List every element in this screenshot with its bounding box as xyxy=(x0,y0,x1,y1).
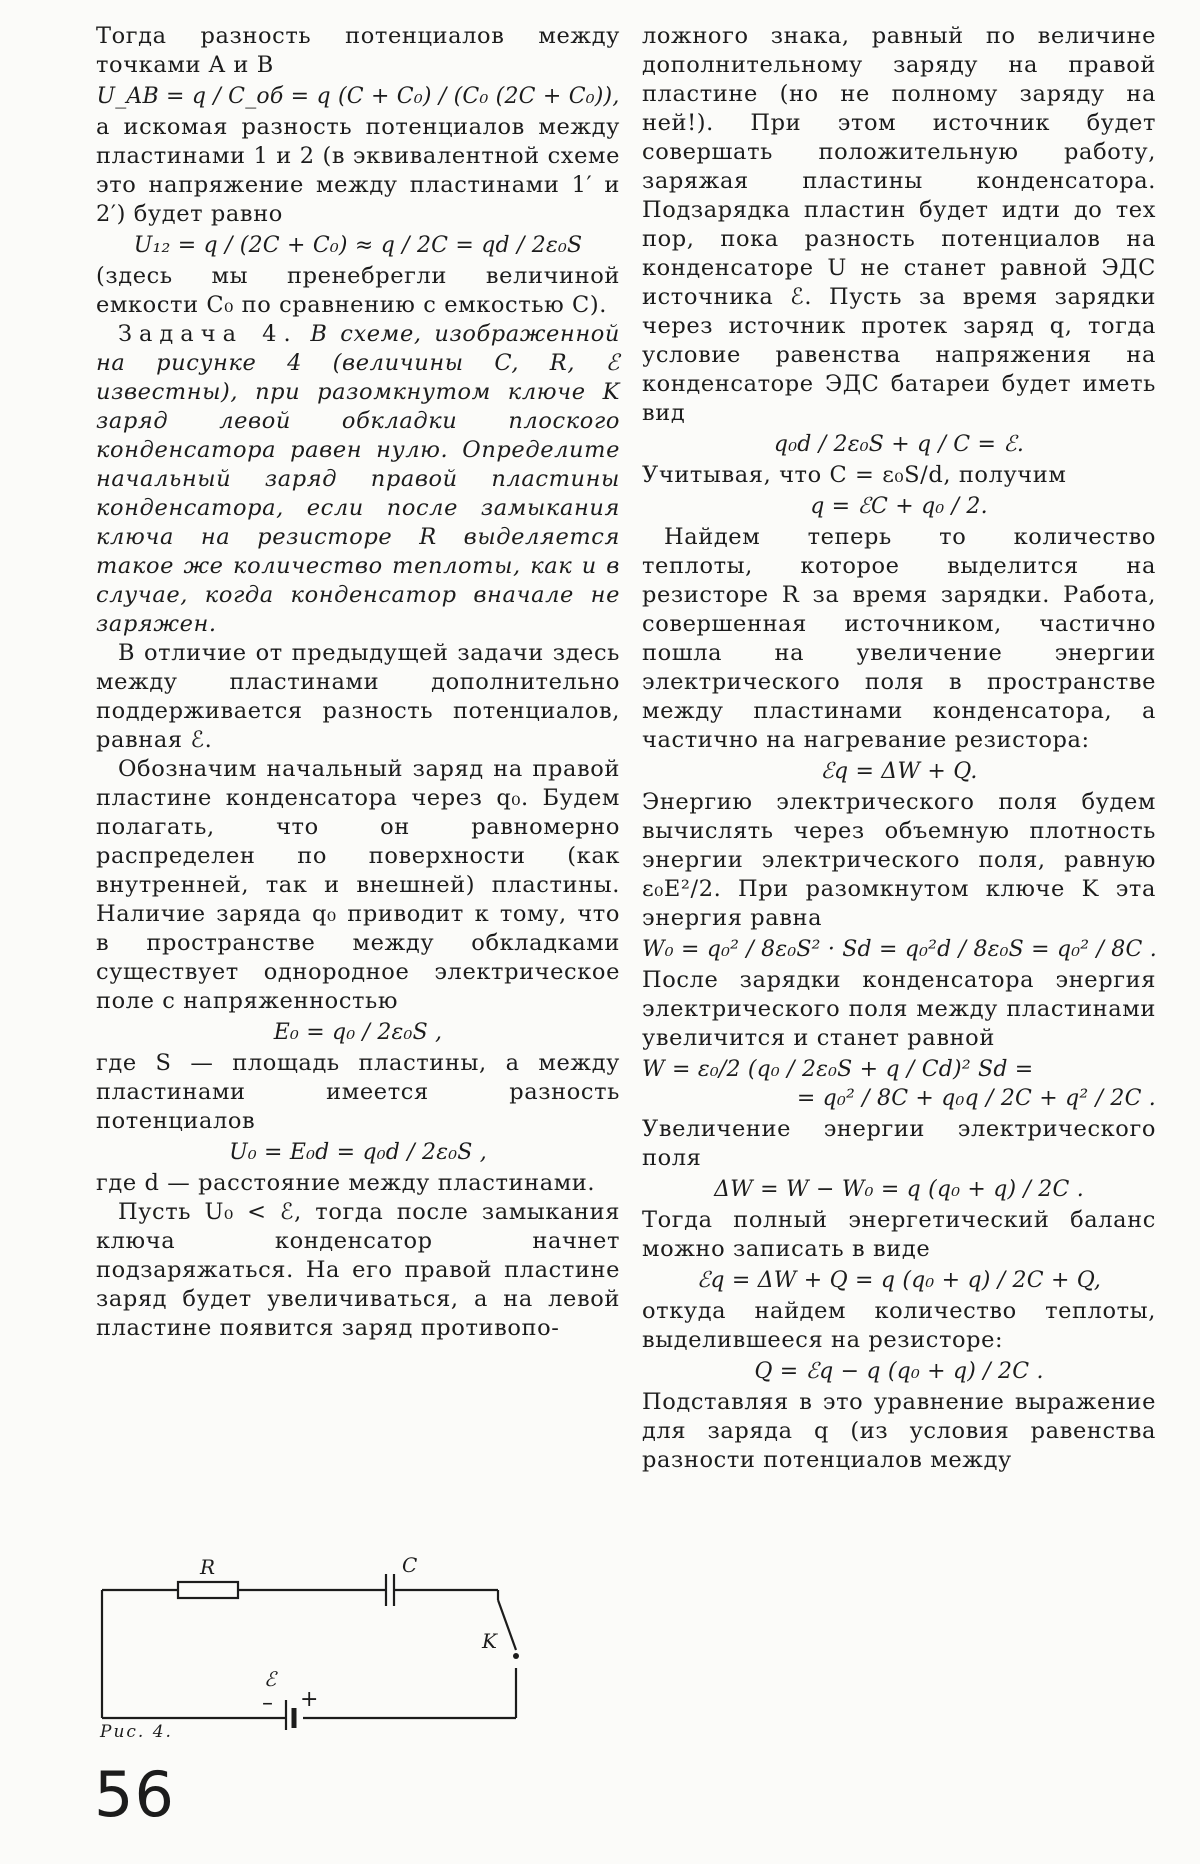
paragraph: Увеличение энергии электрического поля xyxy=(642,1116,1156,1171)
paragraph: Подставляя в это уравнение выражение для заряда q (из условия равенства разности потенциалов между xyxy=(642,1389,1156,1473)
formula-delta-w: ΔW = W − W₀ = q (q₀ + q) / 2C . xyxy=(714,1177,1084,1202)
paragraph: Энергию электрического поля будем вычислять через объемную плотность энергии электрического поля, равную ε₀E²/2. При разомкнутом ключе K эта энергия равна xyxy=(642,789,1156,931)
formula-full-balance: ℰq = ΔW + Q = q (q₀ + q) / 2C + Q, xyxy=(696,1268,1102,1293)
formula-w-line1: W = ε₀/2 (q₀ / 2ε₀S + q / Cd)² Sd = xyxy=(642,1057,1034,1082)
formula-q-heat: Q = ℰq − q (q₀ + q) / 2C . xyxy=(754,1359,1044,1384)
formula-u12: U₁₂ = q / (2C + C₀) ≈ q / 2C = qd / 2ε₀S xyxy=(133,233,583,258)
key-label: K xyxy=(482,1629,497,1653)
resistor-symbol xyxy=(178,1582,238,1598)
formula-w0: W₀ = q₀² / 8ε₀S² · Sd = q₀²d / 8ε₀S = q₀² / 8C . xyxy=(642,937,1157,962)
right-column xyxy=(642,22,1156,1475)
paragraph: Найдем теперь то количество теплоты, которое выделится на резисторе R за время зарядки. Работа, совершенная источником, частично пошла на увеличение энергии электрического поля в пространстве между пластинами конденсатора, а частично на нагревание резистора: xyxy=(642,524,1156,753)
task-label: Задача 4. xyxy=(118,321,298,347)
battery-plus-sign: + xyxy=(300,1687,319,1712)
paragraph: После зарядки конденсатора энергия электрического поля между пластинами увеличится и станет равной xyxy=(642,967,1156,1051)
paragraph: Учитывая, что C = ε₀S/d, получим xyxy=(642,462,1067,488)
circuit-diagram xyxy=(96,1518,636,1730)
paragraph: (здесь мы пренебрегли величиной емкости C₀ по сравнению с емкостью C). xyxy=(96,263,620,318)
figure-caption: Рис. 4. xyxy=(100,1722,173,1742)
formula-w-line2: = q₀² / 8C + q₀q / 2C + q² / 2C . xyxy=(796,1086,1156,1111)
formula-uab: U_AB = q / C_об = q (C + C₀) / (C₀ (2C + C₀)), xyxy=(96,84,620,109)
formula-charge-condition: q₀d / 2ε₀S + q / C = ℰ. xyxy=(773,432,1025,457)
paragraph: где d — расстояние между пластинами. xyxy=(96,1170,596,1196)
paragraph: ложного знака, равный по величине дополнительному заряду на правой пластине (но не полному заряду на ней!). При этом источник будет совершать положительную работу, заряжая пластины конденсатора. Подзарядка пластин будет идти до тех пор, пока разность потенциалов на конденсаторе U не станет равной ЭДС источника ℰ. Пусть за время зарядки через источник протек заряд q, тогда условие равенства напряжения на конденсаторе ЭДС батареи будет иметь вид xyxy=(642,23,1156,426)
capacitor-label: C xyxy=(402,1553,418,1577)
paragraph: В отличие от предыдущей задачи здесь между пластинами дополнительно поддерживается разность потенциалов, равная ℰ. xyxy=(96,640,620,753)
formula-u0: U₀ = E₀d = q₀d / 2ε₀S , xyxy=(229,1140,487,1165)
paragraph: а искомая разность потенциалов между пластинами 1 и 2 (в эквивалентной схеме это напряжение между пластинами 1′ и 2′) будет равно xyxy=(96,114,620,227)
paragraph: Обозначим начальный заряд на правой пластине конденсатора через q₀. Будем полагать, что он равномерно распределен по поверхности (как внутренней, так и внешней) пластины. Наличие заряда q₀ приводит к тому, что в пространстве между обкладками существует однородное электрическое поле с напряженностью xyxy=(96,756,620,1014)
key-switch-blade xyxy=(498,1600,516,1650)
paragraph: где S — площадь пластины, а между пластинами имеется разность потенциалов xyxy=(96,1050,620,1134)
battery-minus-sign: – xyxy=(262,1691,273,1716)
formula-energy-balance: ℰq = ΔW + Q. xyxy=(820,759,978,784)
paragraph: Тогда полный энергетический баланс можно записать в виде xyxy=(642,1207,1156,1262)
key-contact xyxy=(513,1653,519,1659)
paragraph: откуда найдем количество теплоты, выделившееся на резисторе: xyxy=(642,1298,1156,1353)
resistor-label: R xyxy=(200,1555,216,1579)
task-body: В схеме, изображенной на рисунке 4 (величины C, R, ℰ известны), при разомкнутом ключе K заряд левой обкладки плоского конденсатора равен нулю. Определите начальный заряд правой пластины конденсатора, если после замыкания ключа на резисторе R выделяется такое же количество теплоты, как и в случае, когда конденсатор вначале не заряжен. xyxy=(96,321,620,637)
left-column xyxy=(96,22,620,1343)
formula-q: q = ℰC + q₀ / 2. xyxy=(810,494,988,519)
formula-e0: E₀ = q₀ / 2ε₀S , xyxy=(273,1020,443,1045)
paragraph: Тогда разность потенциалов между точками A и B xyxy=(96,23,620,78)
page-number: 56 xyxy=(94,1758,175,1831)
paragraph: Пусть U₀ < ℰ, тогда после замыкания ключа конденсатор начнет подзаряжаться. На его правой пластине заряд будет увеличиваться, а на левой пластине появится заряд противопо- xyxy=(96,1199,620,1341)
task-4 xyxy=(96,320,620,639)
emf-label: ℰ xyxy=(264,1667,277,1691)
